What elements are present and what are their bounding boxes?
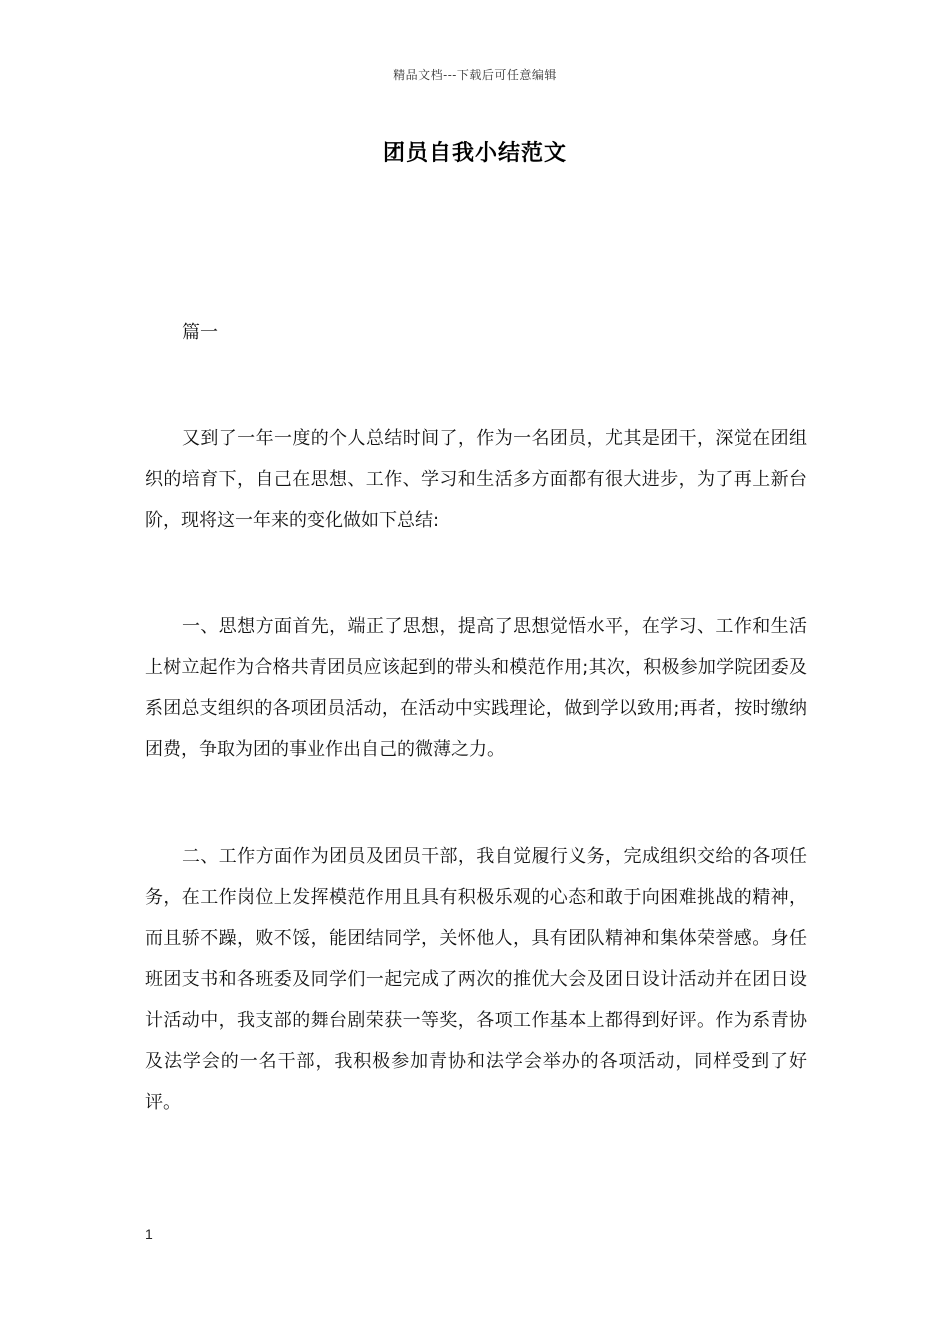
- document-title: 团员自我小结范文: [382, 141, 567, 166]
- paragraph-thought: 一、思想方面首先，端正了思想，提高了思想觉悟水平，在学习、工作和生活上树立起作为合格共青团员应该起到的带头和模范作用;其次，积极参加学院团委及系团总支组织的各项团员活动，在活动中实践理论，做到学以致用;再者，按时缴纳团费，争取为团的事业作出自己的微薄之力。: [145, 616, 807, 760]
- paragraph-work: 二、工作方面作为团员及团员干部，我自觉履行义务，完成组织交给的各项任务，在工作岗位上发挥模范作用且具有积极乐观的心态和敢于向困难挑战的精神，而且骄不躁，败不馁，能团结同学，关怀他人，具有团队精神和集体荣誉感。身任班团支书和各班委及同学们一起完成了两次的推优大会及团日设计活动并在团日设计活动中，我支部的舞台剧荣获一等奖，各项工作基本上都得到好评。作为系青协及法学会的一名干部，我积极参加青协和法学会举办的各项活动，同样受到了好评。: [145, 846, 807, 1113]
- page-header-note: 精品文档---下载后可任意编辑: [393, 68, 557, 82]
- section-label: 篇一: [182, 322, 218, 343]
- page-number: 1: [145, 1226, 153, 1242]
- paragraph-intro: 又到了一年一度的个人总结时间了，作为一名团员，尤其是团干，深觉在团组织的培育下，自己在思想、工作、学习和生活多方面都有很大进步，为了再上新台阶，现将这一年来的变化做如下总结:: [145, 428, 807, 531]
